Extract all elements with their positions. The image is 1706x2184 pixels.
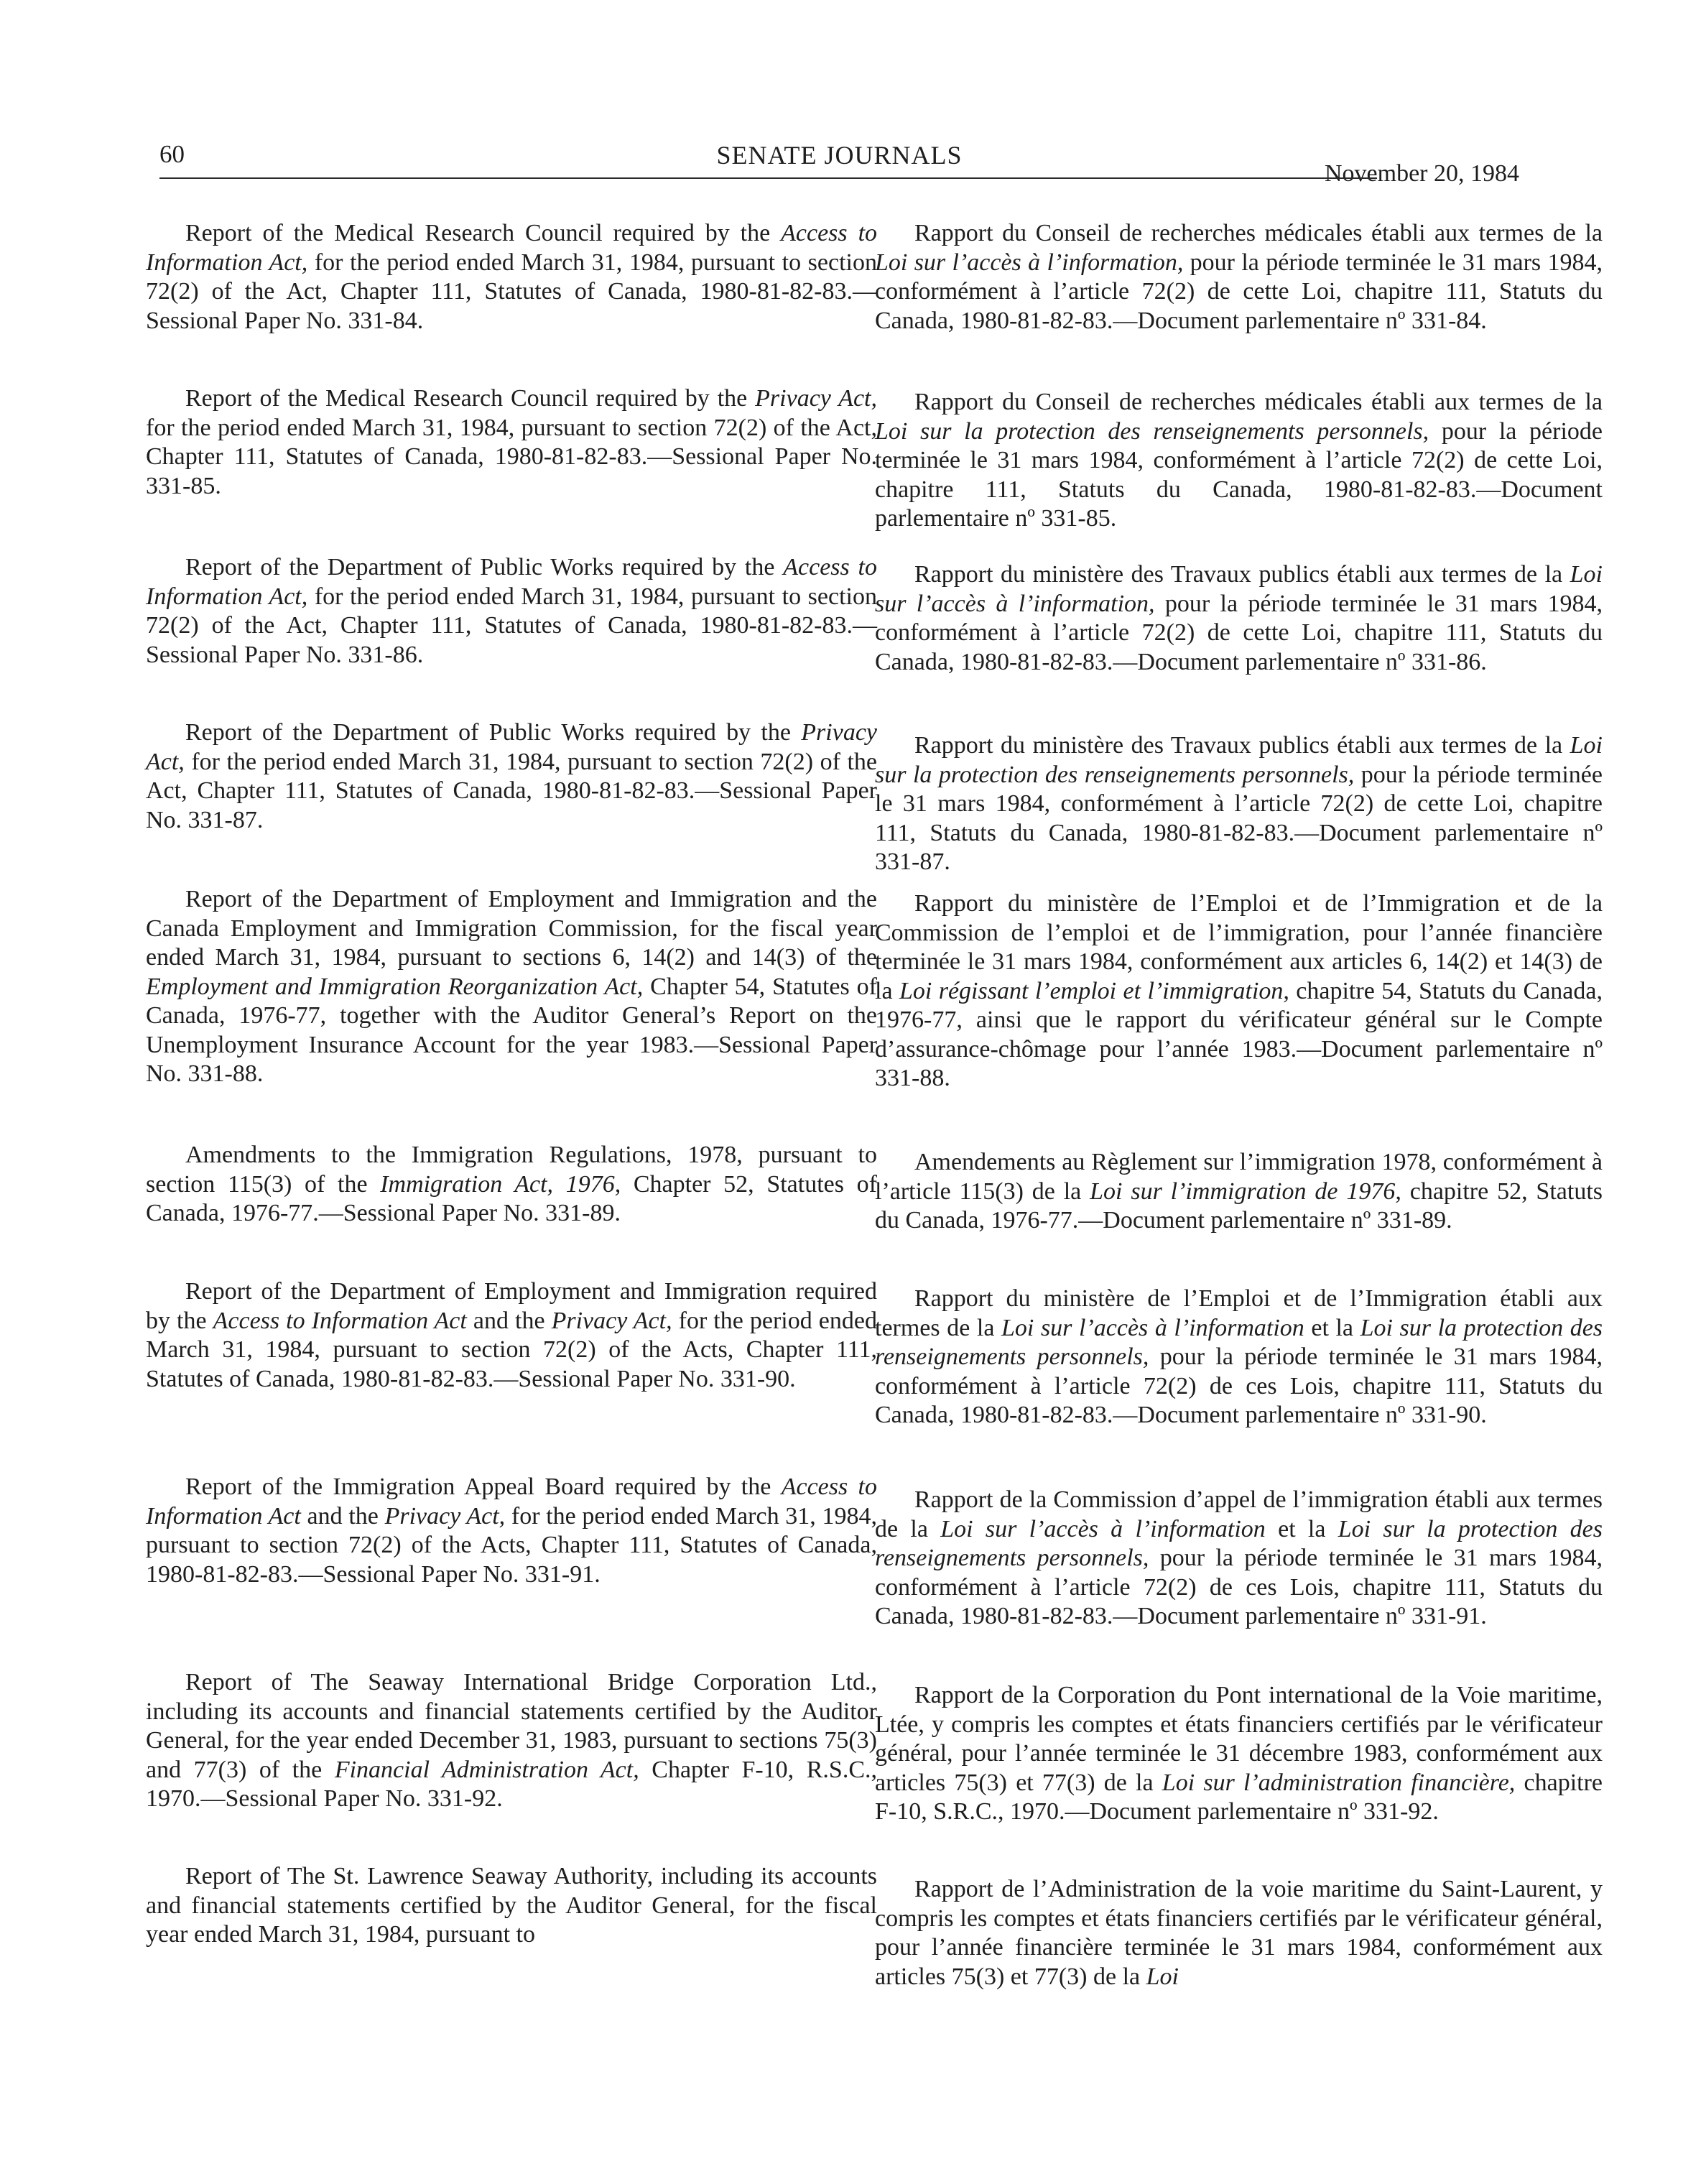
italic-run: Financial Administration Act,: [334, 1756, 639, 1783]
text-run: Chapter 54, Statutes of Canada, 1976-77, together with the Auditor General’s Report on the Unemployment Insurance Account for the year 1983.—Sessional Paper No. 331-88.: [146, 973, 877, 1087]
header-rule: [159, 177, 1377, 179]
text-run: Report of the Department of Public Works required by the: [185, 719, 802, 746]
text-run: Rapport du ministère de l’Emploi et de l’Immigration et de la Commission de l’emploi et de l’immigration, pour l’année financière terminée le 31 mars 1984, conformément aux articles 6, 14(2) et 14(3) de la: [875, 890, 1603, 1004]
text-run: et la: [1304, 1314, 1360, 1341]
italic-run: Immigration Act, 1976,: [380, 1170, 621, 1198]
text-run: Rapport du ministère de l’Emploi et de l’Immigration établi aux termes de la: [875, 1285, 1603, 1341]
english-paragraph: [146, 1862, 877, 1950]
italic-run: Loi sur l’accès à l’information,: [875, 249, 1184, 276]
text-run: pour la période terminée le 31 mars 1984, conformément à l’article 72(2) de cette Loi, chapitre 111, Statuts du Canada, 1980-81-82-83.—Document parlementaire nº 331-86.: [875, 590, 1603, 675]
english-paragraph: [146, 1277, 877, 1394]
italic-run: Loi sur l’administration financière,: [1162, 1769, 1516, 1796]
french-paragraph: [875, 731, 1603, 877]
text-run: chapitre F-10, S.R.C., 1970.—Document parlementaire nº 331-92.: [875, 1769, 1603, 1825]
italic-run: Loi sur la protection des renseignements personnels,: [875, 732, 1603, 788]
italic-run: Privacy Act,: [146, 719, 877, 775]
text-run: Report of the Immigration Appeal Board required by the: [185, 1473, 782, 1500]
page-number: 60: [159, 140, 185, 168]
text-run: Rapport de la Corporation du Pont international de la Voie maritime, Ltée, y compris les comptes et états financiers certifiés par le vérificateur général, pour l’année terminée le 31 décembre 1983, conformément aux articles 75(3) et 77(3) de la: [875, 1682, 1603, 1796]
italic-run: Access to Information Act: [213, 1307, 467, 1334]
text-run: Report of the Department of Employment and Immigration and the Canada Employment and Immigration Commission, for the fiscal year ended March 31, 1984, pursuant to sections 6, 14(2) and 14(3) of the: [146, 886, 877, 971]
english-paragraph: [146, 384, 877, 501]
text-run: and the: [300, 1502, 385, 1530]
italic-run: Loi régissant l’emploi et l’immigration,: [899, 977, 1289, 1004]
text-run: for the period ended March 31, 1984, pursuant to section 72(2) of the Act, Chapter 111, Statutes of Canada, 1980-81-82-83.—Sessional Paper No. 331-87.: [146, 748, 877, 833]
text-run: pour la période terminée le 31 mars 1984, conformément à l’article 72(2) de cette Loi, chapitre 111, Statuts du Canada, 1980-81-82-83.—Document parlementaire nº 331-84.: [875, 249, 1603, 334]
english-paragraph: [146, 219, 877, 336]
italic-run: Privacy Act,: [384, 1502, 506, 1530]
english-paragraph: [146, 718, 877, 835]
french-paragraph: [875, 1875, 1603, 1991]
text-run: chapitre 54, Statuts du Canada, 1976-77, ainsi que le rapport du vérificateur général sur le Compte d’assurance-chômage pour l’année 1983.—Document parlementaire nº 331-88.: [875, 977, 1603, 1091]
italic-run: Loi sur la protection des renseignements personnels,: [875, 1515, 1603, 1571]
text-run: chapitre 52, Statuts du Canada, 1976-77.—Document parlementaire nº 331-89.: [875, 1177, 1603, 1234]
text-run: Rapport du Conseil de recherches médicales établi aux termes de la: [914, 220, 1603, 246]
text-run: Report of the Medical Research Council required by the: [185, 220, 782, 246]
italic-run: Access to Information Act: [146, 1473, 878, 1530]
text-run: pour la période terminée le 31 mars 1984, conformément à l’article 72(2) de cette Loi, chapitre 111, Statuts du Canada, 1980-81-82-83.—Document parlementaire nº 331-87.: [875, 761, 1603, 875]
french-paragraph: [875, 219, 1603, 336]
text-run: Report of The St. Lawrence Seaway Authority, including its accounts and financial statements certified by the Auditor General, for the fiscal year ended March 31, 1984, pursuant to: [146, 1863, 877, 1948]
text-run: Report of the Department of Employment and Immigration required by the: [146, 1278, 877, 1334]
text-run: and the: [466, 1307, 552, 1334]
english-paragraph: [146, 885, 877, 1089]
italic-run: Privacy Act,: [551, 1307, 672, 1334]
english-paragraph: [146, 1141, 877, 1228]
english-paragraph: [146, 1473, 877, 1589]
english-paragraph: [146, 1668, 877, 1814]
italic-run: Access to Information Act,: [146, 220, 878, 276]
french-paragraph: [875, 1681, 1603, 1827]
text-run: for the period ended March 31, 1984, pursuant to section 72(2) of the Act, Chapter 111, Statutes of Canada, 1980-81-82-83.—Sessional Paper No. 331-84.: [146, 249, 877, 334]
text-run: Report of the Medical Research Council required by the: [185, 385, 756, 412]
text-run: Chapter 52, Statutes of Canada, 1976-77.—Sessional Paper No. 331-89.: [146, 1170, 877, 1226]
italic-run: Loi sur l’accès à l’information: [1001, 1314, 1304, 1341]
french-paragraph: [875, 560, 1603, 677]
text-run: for the period ended March 31, 1984, pursuant to section 72(2) of the Acts, Chapter 111, Statutes of Canada, 1980-81-82-83.—Sessional Paper No. 331-91.: [146, 1502, 877, 1588]
italic-run: Loi: [1146, 1963, 1179, 1990]
text-run: for the period ended March 31, 1984, pursuant to section 72(2) of the Act, Chapter 111, Statutes of Canada, 1980-81-82-83.—Sessional Paper No. 331-85.: [146, 414, 877, 499]
text-run: Rapport de l’Administration de la voie maritime du Saint-Laurent, y compris les comptes et états financiers certifiés par le vérificateur général, pour l’année financière terminée le 31 mars 1984, conformément aux articles 75(3) et 77(3) de la: [875, 1876, 1603, 1990]
french-paragraph: [875, 388, 1603, 534]
italic-run: Access to Information Act,: [146, 554, 878, 610]
text-run: for the period ended March 31, 1984, pursuant to section 72(2) of the Acts, Chapter 111, Statutes of Canada, 1980-81-82-83.—Sessional Paper No. 331-90.: [146, 1307, 877, 1392]
french-paragraph: [875, 1486, 1603, 1632]
italic-run: Privacy Act,: [755, 385, 877, 412]
english-paragraph: [146, 553, 877, 670]
text-run: Rapport du ministère des Travaux publics établi aux termes de la: [914, 732, 1570, 759]
text-run: pour la période terminée le 31 mars 1984, conformément à l’article 72(2) de ces Lois, chapitre 111, Statuts du Canada, 1980-81-82-83.—Document parlementaire nº 331-90.: [875, 1343, 1603, 1428]
journal-date: November 20, 1984: [1324, 160, 1519, 187]
journal-title: SENATE JOURNALS: [716, 141, 963, 170]
french-paragraph: [875, 1285, 1603, 1430]
text-run: Rapport de la Commission d’appel de l’immigration établi aux termes de la: [875, 1486, 1603, 1542]
text-run: Report of the Department of Public Works required by the: [185, 554, 784, 580]
text-run: pour la période terminée le 31 mars 1984, conformément à l’article 72(2) de ces Lois, chapitre 111, Statuts du Canada, 1980-81-82-83.—Document parlementaire nº 331-91.: [875, 1545, 1603, 1629]
italic-run: Loi sur l’immigration de 1976,: [1090, 1177, 1401, 1205]
text-run: for the period ended March 31, 1984, pursuant to section 72(2) of the Act, Chapter 111, Statutes of Canada, 1980-81-82-83.—Sessional Paper No. 331-86.: [146, 583, 877, 668]
italic-run: Loi sur la protection des renseignements personnels,: [875, 417, 1429, 445]
italic-run: Employment and Immigration Reorganization Act,: [146, 973, 644, 1000]
italic-run: Loi sur l’accès à l’information: [940, 1515, 1266, 1542]
french-paragraph: [875, 1148, 1603, 1236]
text-run: Amendements au Règlement sur l’immigration 1978, conformément à l’article 115(3) de la: [875, 1149, 1603, 1205]
text-run: et la: [1265, 1515, 1338, 1542]
text-run: Chapter F-10, R.S.C., 1970.—Sessional Paper No. 331-92.: [146, 1756, 877, 1812]
text-run: pour la période terminée le 31 mars 1984, conformément à l’article 72(2) de cette Loi, chapitre 111, Statuts du Canada, 1980-81-82-83.—Document parlementaire nº 331-85.: [875, 417, 1603, 532]
french-paragraph: [875, 889, 1603, 1093]
text-run: Report of The Seaway International Bridge Corporation Ltd., including its accounts and financial statements certified by the Auditor General, for the year ended December 31, 1983, pursuant to sections 75(3) and 77(3) of the: [146, 1669, 877, 1783]
text-run: Rapport du ministère des Travaux publics établi aux termes de la: [914, 561, 1570, 588]
text-run: Amendments to the Immigration Regulations, 1978, pursuant to section 115(3) of the: [146, 1142, 877, 1198]
italic-run: Loi sur l’accès à l’information,: [875, 561, 1603, 617]
italic-run: Loi sur la protection des renseignements personnels,: [875, 1314, 1603, 1370]
text-run: Rapport du Conseil de recherches médicales établi aux termes de la: [914, 389, 1603, 415]
